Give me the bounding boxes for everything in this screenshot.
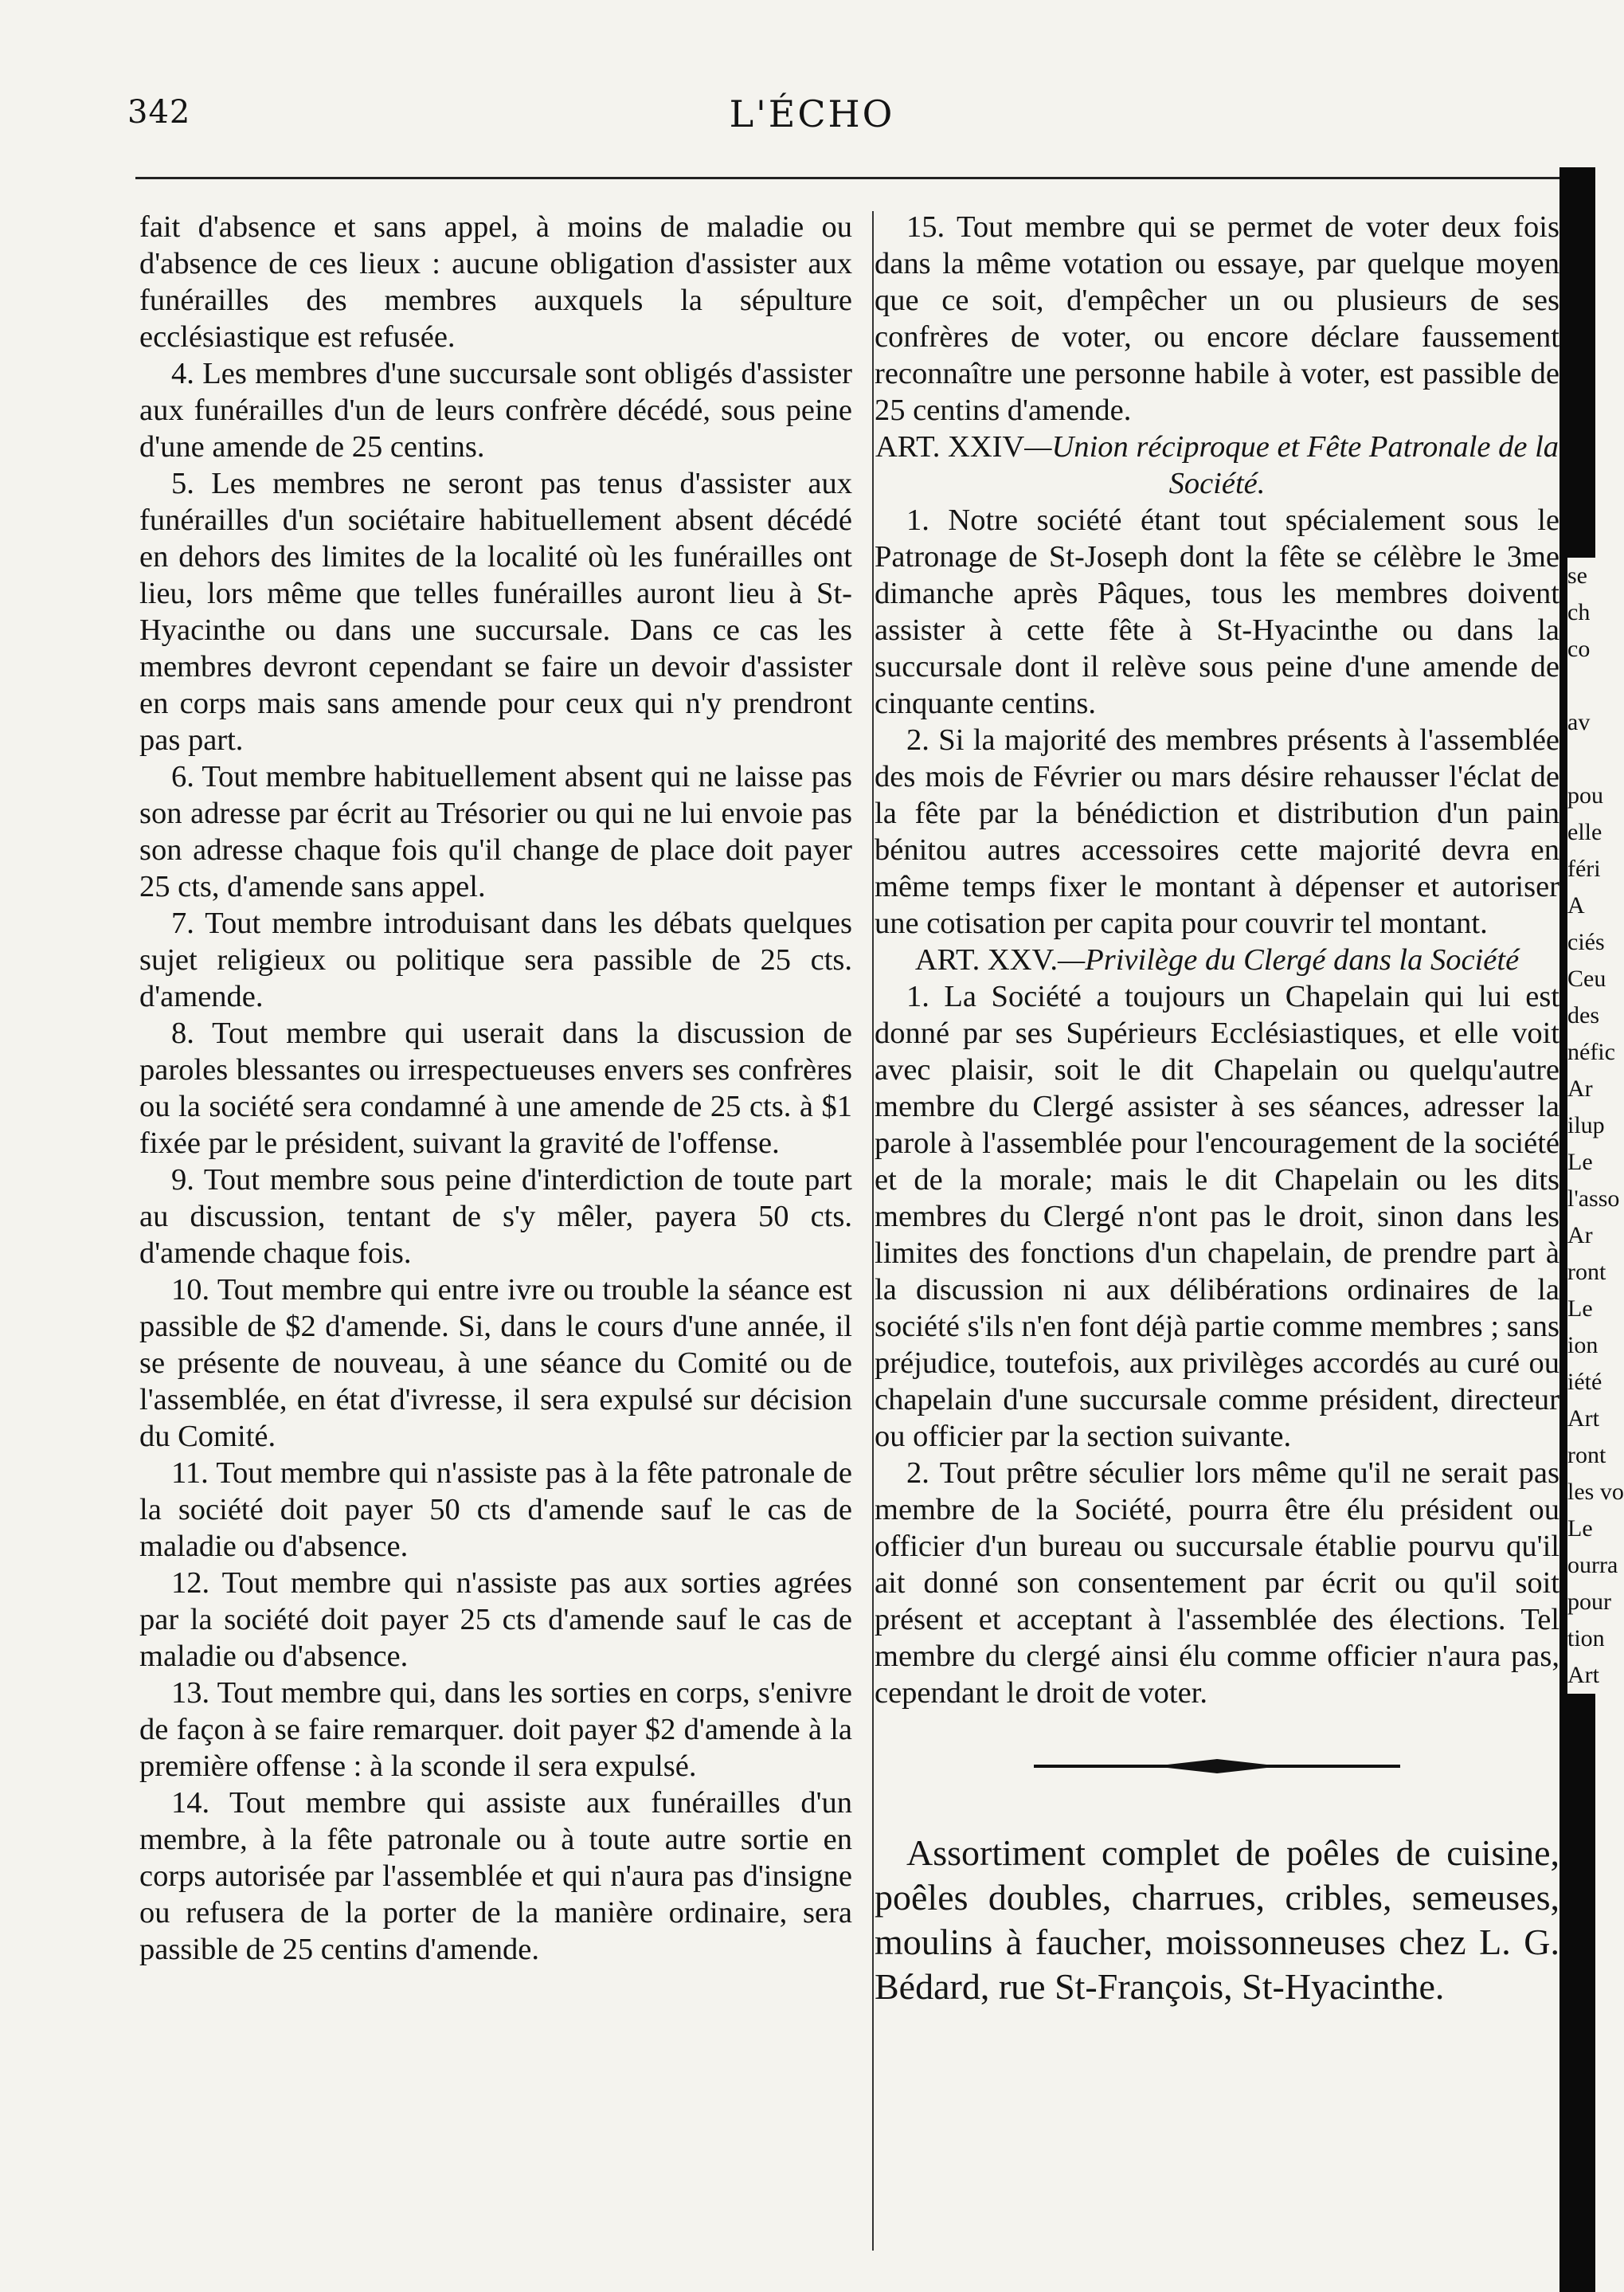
left-column: [139, 209, 852, 1968]
bleed-through-fragment: [1567, 741, 1624, 778]
article-paragraph: 9. Tout membre sous peine d'interdiction de toute part au discussion, tentant de s'y mêler, payera 50 cts. d'amende chaque fois.: [139, 1163, 852, 1270]
bleed-through-fragment: iété: [1567, 1369, 1602, 1395]
article-paragraph: 2. Tout prêtre séculier lors même qu'il ne serait pas membre de la Société, pourra être élu président ou officier d'un bureau ou succursale établie pourvu qu'il ait donné son consentement par écrit ou qu'il soit présent et acceptant à l'assemblée des élections. Tel membre du clergé ainsi élu comme officier n'aura pas, cependant le droit de voter.: [875, 1456, 1559, 1710]
article-paragraph: 12. Tout membre qui n'assiste pas aux sorties agrées par la société doit payer 25 cts d'amende sauf le cas de maladie ou d'absence.: [139, 1566, 852, 1673]
article-heading: [875, 942, 1559, 978]
article-paragraph: 4. Les membres d'une succursale sont obligés d'assister aux funérailles d'un de leurs confrère décédé, sous peine d'une amende de 25 centins.: [139, 357, 852, 464]
bleed-through-fragment: ilup: [1567, 1112, 1605, 1138]
article-paragraph: 15. Tout membre qui se permet de voter deux fois dans la même votation ou essaye, par quelque moyen que ce soit, d'empêcher un ou plusieurs de ses confrères de voter, ou encore déclare faussement reconnaître une personne habile à voter, est passible de 25 centins d'amende.: [875, 210, 1559, 427]
bleed-through-text: [1567, 558, 1624, 1694]
article-paragraph: 10. Tout membre qui entre ivre ou trouble la séance est passible de $2 d'amende. Si, dans le cours d'une année, il se présente de nouveau, à une séance du Comité ou de l'assemblée, en état d'ivresse, il sera expulsé sur décision du Comité.: [139, 1273, 852, 1453]
bleed-through-fragment: des: [1567, 1002, 1599, 1028]
article-heading: [875, 429, 1559, 502]
bleed-through-fragment: ch: [1567, 599, 1591, 625]
bleed-through-fragment: se: [1567, 562, 1587, 589]
bleed-through-fragment: ourra: [1567, 1552, 1618, 1578]
bleed-through-fragment: Le: [1567, 1515, 1593, 1542]
bleed-through-fragment: ciés: [1567, 929, 1605, 955]
bleed-through-fragment: ion: [1567, 1332, 1599, 1358]
header-rule: [135, 177, 1569, 179]
advertisement: Assortiment complet de poêles de cuisine, poêles doubles, charrues, cribles, semeuses, moulins à faucher, moissonneuses chez L. G. Bédard, rue St-François, St-Hyacinthe.: [875, 1832, 1559, 2007]
bleed-through-fragment: co: [1567, 636, 1591, 662]
article-paragraph: 8. Tout membre qui userait dans la discussion de paroles blessantes ou irrespectueuses envers ses confrères ou la société sera condamné à une amende de 25 cts. à $1 fixée par le président, suivant la gravité de l'offense.: [139, 1017, 852, 1160]
article-paragraph: 14. Tout membre qui assiste aux funérailles d'un membre, à la fête patronale ou à toute autre sortie en corps autorisée par l'assemblée et qui n'aura pas d'insigne ou refusera de la porter de la manière ordinaire, sera passible de 25 centins d'amende.: [139, 1786, 852, 1966]
bleed-through-fragment: Le: [1567, 1149, 1593, 1175]
bleed-through-fragment: Le: [1567, 1295, 1593, 1322]
bleed-through-fragment: av: [1567, 709, 1591, 735]
bleed-through-fragment: ront: [1567, 1259, 1606, 1285]
bleed-through-fragment: l'asso: [1567, 1185, 1620, 1212]
article-title: —Privilège du Clergé dans la Société: [1058, 943, 1520, 977]
article-number: ART. XXIV: [875, 430, 1025, 464]
article-paragraph: 6. Tout membre habituellement absent qui ne laisse pas son adresse par écrit au Trésorier ou qui ne lui envoie pas son adresse chaque fois qu'il change de place doit payer 25 cts, d'amende sans appel.: [139, 760, 852, 903]
bleed-through-fragment: tion: [1567, 1625, 1605, 1651]
article-paragraph: 7. Tout membre introduisant dans les débats quelques sujet religieux ou politique sera passible de 25 cts. d'amende.: [139, 907, 852, 1013]
article-paragraph: 5. Les membres ne seront pas tenus d'assister aux funérailles d'un sociétaire habituellement absent décédé en dehors des limites de la localité où les funérailles ont lieu, lors même que telles funérailles auront lieu à St-Hyacinthe ou dans une succursale. Dans ce cas les membres devront cependant se faire un devoir d'assister en corps mais sans amende pour ceux qui n'y prendront pas part.: [139, 467, 852, 757]
article-paragraph: 1. La Société a toujours un Chapelain qui lui est donné par ses Supérieurs Ecclésiastiques, et elle voit avec plaisir, soit le dit Chapelain ou quelqu'autre membre du Clergé assister à ses séances, adresser la parole à l'assemblée pour l'encouragement de la société et de la morale; mais le dit Chapelain ou les dits membres du Clergé n'ont pas le droit, sinon dans les limites des fonctions d'un chapelain, de prendre part à la discussion ni aux délibérations ordinaires de la société s'ils n'en font déjà partie comme membres ; sans préjudice, toutefois, aux privilèges accordés au curé ou chapelain d'une succursale comme président, directeur ou officier par la section suivante.: [875, 980, 1559, 1453]
bleed-through-fragment: pour: [1567, 1589, 1611, 1615]
article-title: —Union réciproque et Fête Patronale de la Société.: [1024, 430, 1559, 500]
bleed-through-fragment: Ar: [1567, 1075, 1593, 1102]
bleed-through-fragment: Ar: [1567, 1222, 1593, 1248]
ornamental-rule: [1034, 1757, 1400, 1775]
bleed-through-fragment: les vo: [1567, 1479, 1624, 1505]
article-paragraph: 13. Tout membre qui, dans les sorties en corps, s'enivre de façon à se faire remarquer. doit payer $2 d'amende à la première offense : à la sconde il sera expulsé.: [139, 1676, 852, 1783]
bleed-through-fragment: néfic: [1567, 1039, 1615, 1065]
right-column: [875, 209, 1559, 2009]
article-paragraph: 2. Si la majorité des membres présents à l'assemblée des mois de Février ou mars désire rehausser l'éclat de la fête par la bénédiction et distribution d'un pain bénitou autres accessoires cette majorité devra en même temps fixer le montant à dépenser et autoriser une cotisation per capita pour couvrir tel montant.: [875, 723, 1559, 940]
bleed-through-fragment: A: [1567, 892, 1585, 919]
bleed-through-fragment: elle: [1567, 819, 1602, 845]
bleed-through-fragment: pou: [1567, 782, 1603, 809]
bleed-through-fragment: Ceu: [1567, 966, 1606, 992]
article-paragraph: 11. Tout membre qui n'assiste pas à la fête patronale de la société doit payer 50 cts d'amende sauf le cas de maladie ou d'absence.: [139, 1456, 852, 1563]
bleed-through-fragment: ront: [1567, 1442, 1606, 1468]
article-paragraph: fait d'absence et sans appel, à moins de maladie ou d'absence de ces lieux : aucune obligation d'assister aux funérailles des membres auxquels la sépulture ecclésiastique est refusée.: [139, 210, 852, 354]
running-title: L'ÉCHO: [729, 92, 895, 135]
bleed-through-fragment: [1567, 668, 1624, 704]
bleed-through-fragment: féri: [1567, 856, 1601, 882]
article-paragraph: 1. Notre société étant tout spécialement sous le Patronage de St-Joseph dont la fête se célèbre le 3me dimanche après Pâques, tous les membres doivent assister à cette fête à St-Hyacinthe ou dans la succursale dont il relève sous peine d'une amende de cinquante centins.: [875, 503, 1559, 720]
bleed-through-fragment: Art: [1567, 1662, 1599, 1688]
bleed-through-fragment: Art: [1567, 1405, 1599, 1432]
page-number: 342: [127, 94, 191, 131]
column-rule: [872, 211, 874, 2251]
article-number: ART. XXV.: [914, 943, 1058, 977]
